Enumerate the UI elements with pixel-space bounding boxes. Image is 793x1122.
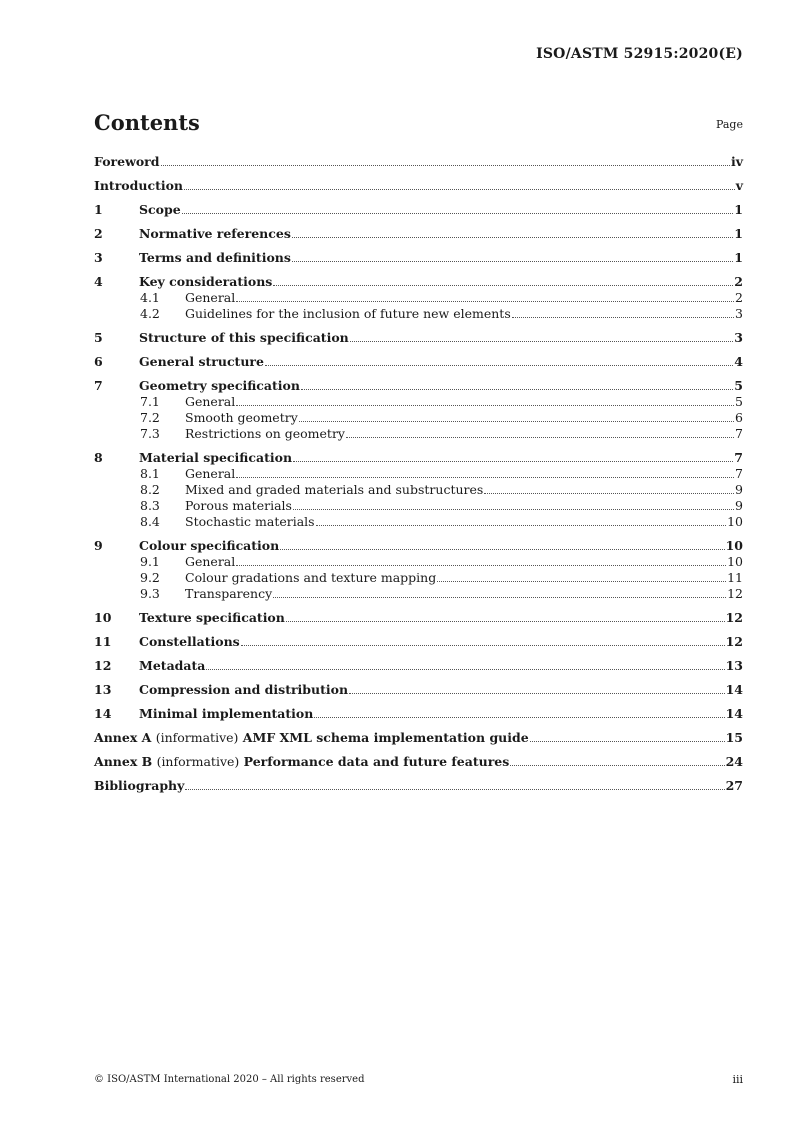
toc-entry-label: Guidelines for the inclusion of future new elements bbox=[185, 306, 511, 321]
toc-entry[interactable] bbox=[94, 730, 743, 746]
toc-entry-label: Colour gradations and texture mapping bbox=[185, 570, 437, 585]
toc-entry-label: Metadata bbox=[139, 658, 206, 673]
dot-leader bbox=[292, 236, 733, 238]
toc-entry-number: 8.4 bbox=[140, 514, 160, 529]
toc-entry-label: General bbox=[185, 554, 236, 569]
toc-entry-page: 7 bbox=[735, 466, 743, 481]
dot-leader bbox=[316, 524, 727, 526]
dot-leader bbox=[510, 764, 724, 766]
toc-entry-label: Smooth geometry bbox=[185, 410, 298, 425]
dot-leader bbox=[236, 476, 734, 478]
toc-entry-number: 14 bbox=[94, 706, 112, 721]
toc-entry-page: 4 bbox=[734, 354, 743, 369]
toc-entry-label bbox=[94, 754, 509, 770]
toc-entry-label: Texture specification bbox=[139, 610, 285, 625]
page-column-label: Page bbox=[715, 118, 743, 131]
toc-entry-page: 15 bbox=[725, 730, 743, 745]
dot-leader bbox=[206, 668, 724, 670]
toc-entry[interactable] bbox=[94, 466, 743, 482]
toc-entry[interactable] bbox=[94, 682, 743, 698]
dot-leader bbox=[236, 300, 734, 302]
toc-entry[interactable] bbox=[94, 538, 743, 554]
toc-entry-number: 12 bbox=[94, 658, 112, 673]
toc-entry-page: 3 bbox=[734, 330, 743, 345]
dot-leader bbox=[484, 492, 734, 494]
toc-entry[interactable] bbox=[94, 658, 743, 674]
toc-entry-label: Colour specification bbox=[139, 538, 280, 553]
page-title: Contents bbox=[94, 110, 200, 135]
toc-entry-number: 4.1 bbox=[140, 290, 160, 305]
toc-entry-number: 8.1 bbox=[140, 466, 160, 481]
toc-entry-label: General bbox=[185, 466, 236, 481]
toc-entry-number: 10 bbox=[94, 610, 112, 625]
toc-entry-number: 7.1 bbox=[140, 394, 160, 409]
dot-leader bbox=[185, 788, 724, 790]
dot-leader bbox=[241, 644, 725, 646]
toc-entry[interactable] bbox=[94, 290, 743, 306]
dot-leader bbox=[512, 316, 734, 318]
toc-entry[interactable] bbox=[94, 274, 743, 290]
toc-entry-number: 9.1 bbox=[140, 554, 160, 569]
toc-entry-page: 27 bbox=[725, 778, 743, 793]
toc-entry-page: 2 bbox=[735, 290, 743, 305]
toc-entry-page: 13 bbox=[725, 658, 743, 673]
dot-leader bbox=[314, 716, 724, 718]
toc-entry-label: Foreword bbox=[94, 154, 160, 169]
toc-entry-page: 1 bbox=[734, 226, 743, 241]
dot-leader bbox=[350, 340, 734, 342]
toc-entry[interactable] bbox=[94, 178, 743, 194]
dot-leader bbox=[184, 188, 735, 190]
annex-type: (informative) bbox=[155, 730, 239, 745]
toc-entry-page: 5 bbox=[735, 394, 743, 409]
toc-entry-number: 9.3 bbox=[140, 586, 160, 601]
toc-entry-label: Key considerations bbox=[139, 274, 273, 289]
toc-entry-page: 12 bbox=[727, 586, 743, 601]
toc-entry[interactable] bbox=[94, 354, 743, 370]
toc-entry[interactable] bbox=[94, 226, 743, 242]
toc-entry-label: Minimal implementation bbox=[139, 706, 314, 721]
annex-title: AMF XML schema implementation guide bbox=[242, 730, 529, 745]
annex-designation: Annex B bbox=[94, 754, 153, 769]
dot-leader bbox=[273, 596, 726, 598]
page-number: iii bbox=[732, 1073, 743, 1086]
toc-entry[interactable] bbox=[94, 554, 743, 570]
toc-entry[interactable] bbox=[94, 250, 743, 266]
toc-entry-page: 12 bbox=[725, 634, 743, 649]
dot-leader bbox=[161, 164, 730, 166]
toc-entry-page: 24 bbox=[725, 754, 743, 769]
toc-entry-page: 9 bbox=[735, 498, 743, 513]
dot-leader bbox=[346, 436, 734, 438]
annex-type: (informative) bbox=[156, 754, 240, 769]
dot-leader bbox=[286, 620, 725, 622]
toc-entry-number: 4.2 bbox=[140, 306, 160, 321]
dot-leader bbox=[299, 420, 734, 422]
toc-entry[interactable] bbox=[94, 450, 743, 466]
toc-entry-number: 2 bbox=[94, 226, 103, 241]
toc-entry-label: Transparency bbox=[185, 586, 273, 601]
toc-entry-label: Compression and distribution bbox=[139, 682, 349, 697]
toc-entry-page: 3 bbox=[735, 306, 743, 321]
toc-entry-page: 10 bbox=[727, 554, 743, 569]
toc-entry-page: iv bbox=[730, 154, 743, 169]
toc-entry[interactable] bbox=[94, 570, 743, 586]
toc-entry-page: 6 bbox=[735, 410, 743, 425]
dot-leader bbox=[293, 460, 733, 462]
toc-entry[interactable] bbox=[94, 330, 743, 346]
toc-entry-page: 1 bbox=[734, 250, 743, 265]
toc-entry-label: Scope bbox=[139, 202, 181, 217]
toc-entry[interactable] bbox=[94, 610, 743, 626]
dot-leader bbox=[301, 388, 733, 390]
toc-entry[interactable] bbox=[94, 706, 743, 722]
toc-entry-number: 1 bbox=[94, 202, 103, 217]
dot-leader bbox=[265, 364, 733, 366]
toc-entry[interactable] bbox=[94, 586, 743, 602]
toc-entry-number: 11 bbox=[94, 634, 112, 649]
toc-entry[interactable] bbox=[94, 754, 743, 770]
toc-entry-label bbox=[94, 730, 529, 746]
toc-entry-number: 13 bbox=[94, 682, 112, 697]
toc-entry-label: Porous materials bbox=[185, 498, 292, 513]
toc-entry-number: 7.2 bbox=[140, 410, 160, 425]
toc-entry-number: 8.3 bbox=[140, 498, 160, 513]
dot-leader bbox=[280, 548, 724, 550]
toc-entry-page: 10 bbox=[727, 514, 743, 529]
toc-entry-page: 10 bbox=[725, 538, 743, 553]
toc-entry-page: 14 bbox=[725, 682, 743, 697]
dot-leader bbox=[437, 580, 726, 582]
toc-entry-page: 9 bbox=[735, 482, 743, 497]
toc-entry-label: Material specification bbox=[139, 450, 293, 465]
toc-entry-label: General structure bbox=[139, 354, 264, 369]
toc-entry-label: Constellations bbox=[139, 634, 240, 649]
dot-leader bbox=[236, 404, 734, 406]
toc-entry-label: Bibliography bbox=[94, 778, 185, 793]
annex-title: Performance data and future features bbox=[243, 754, 510, 769]
dot-leader bbox=[273, 284, 733, 286]
toc-entry-label: Geometry specification bbox=[139, 378, 300, 393]
toc-entry-page: 7 bbox=[734, 450, 743, 465]
toc-entry[interactable] bbox=[94, 426, 743, 442]
toc-entry[interactable] bbox=[94, 514, 743, 530]
toc-entry-number: 7 bbox=[94, 378, 103, 393]
toc-entry-page: 12 bbox=[725, 610, 743, 625]
toc-entry-number: 9 bbox=[94, 538, 103, 553]
dot-leader bbox=[530, 740, 725, 742]
toc-entry[interactable] bbox=[94, 378, 743, 394]
toc-entry-label: General bbox=[185, 394, 236, 409]
toc-entry-page: v bbox=[735, 178, 743, 193]
toc-entry-page: 2 bbox=[734, 274, 743, 289]
toc-entry-number: 5 bbox=[94, 330, 103, 345]
toc-entry-label: Introduction bbox=[94, 178, 184, 193]
toc-entry-number: 6 bbox=[94, 354, 103, 369]
toc-entry-label: General bbox=[185, 290, 236, 305]
annex-designation: Annex A bbox=[94, 730, 152, 745]
toc-entry-label: Mixed and graded materials and substructures bbox=[185, 482, 484, 497]
dot-leader bbox=[349, 692, 725, 694]
toc-entry-number: 4 bbox=[94, 274, 103, 289]
toc-entry-number: 8 bbox=[94, 450, 103, 465]
toc-entry[interactable] bbox=[94, 154, 743, 170]
toc-entry[interactable] bbox=[94, 394, 743, 410]
toc-entry[interactable] bbox=[94, 498, 743, 514]
table-of-contents bbox=[94, 154, 743, 794]
dot-leader bbox=[293, 508, 734, 510]
toc-entry-label: Restrictions on geometry bbox=[185, 426, 345, 441]
toc-entry-page: 14 bbox=[725, 706, 743, 721]
toc-entry[interactable] bbox=[94, 202, 743, 218]
copyright-footer: © ISO/ASTM International 2020 – All rights reserved bbox=[94, 1074, 365, 1085]
toc-entry[interactable] bbox=[94, 482, 743, 498]
toc-entry-number: 7.3 bbox=[140, 426, 160, 441]
dot-leader bbox=[236, 564, 726, 566]
toc-entry-number: 8.2 bbox=[140, 482, 160, 497]
dot-leader bbox=[182, 212, 734, 214]
toc-entry[interactable] bbox=[94, 634, 743, 650]
toc-entry[interactable] bbox=[94, 410, 743, 426]
toc-entry-label: Normative references bbox=[139, 226, 291, 241]
toc-entry-page: 7 bbox=[735, 426, 743, 441]
toc-entry-number: 3 bbox=[94, 250, 103, 265]
toc-entry-page: 11 bbox=[727, 570, 743, 585]
toc-entry-label: Stochastic materials bbox=[185, 514, 315, 529]
toc-entry-number: 9.2 bbox=[140, 570, 160, 585]
document-id-header: ISO/ASTM 52915:2020(E) bbox=[536, 46, 743, 62]
toc-entry-page: 5 bbox=[734, 378, 743, 393]
toc-entry-page: 1 bbox=[734, 202, 743, 217]
toc-entry[interactable] bbox=[94, 306, 743, 322]
toc-entry-label: Structure of this specification bbox=[139, 330, 349, 345]
toc-entry-label: Terms and definitions bbox=[139, 250, 291, 265]
toc-entry[interactable] bbox=[94, 778, 743, 794]
dot-leader bbox=[292, 260, 733, 262]
